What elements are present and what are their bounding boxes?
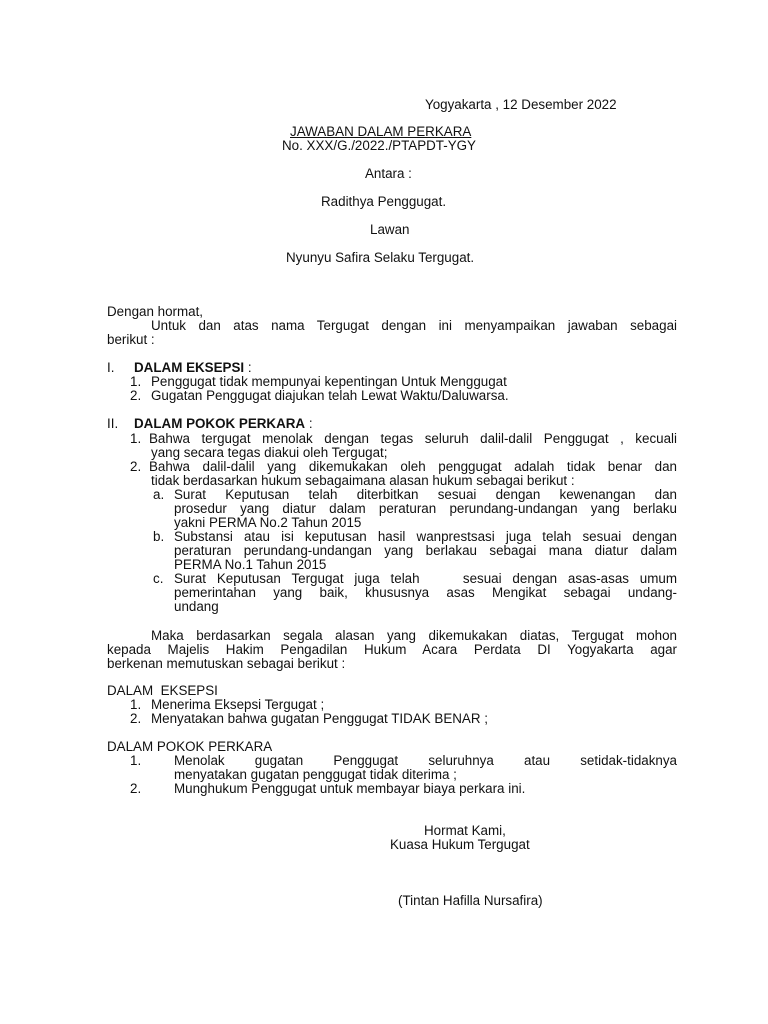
section2-item-number: 1. [130, 431, 142, 446]
subitem-b-line3: PERMA No.1 Tahun 2015 [174, 557, 327, 572]
document-title: JAWABAN DALAM PERKARA [290, 124, 472, 139]
date-line: Yogyakarta , 12 Desember 2022 [425, 97, 617, 112]
section2-item1-line1: Bahwa tergugat menolak dengan tegas seluruh dalil-dalil Penggugat , kecuali [149, 431, 677, 446]
section2-heading-text: DALAM POKOK PERKARA [134, 416, 306, 431]
section1-item-text: Penggugat tidak mempunyai kepentingan Untuk Menggugat [151, 374, 507, 389]
section1-item-text: Gugatan Penggugat diajukan telah Lewat Waktu/Daluwarsa. [151, 388, 509, 403]
section2-item1-line2: yang secara tegas diakui oleh Tergugat; [151, 445, 388, 460]
lawan-label: Lawan [370, 222, 410, 237]
petitum-pokok-item1-line1: Menolak gugatan Penggugat seluruhnya atau setidak-tidaknya [174, 753, 677, 768]
petitum-item-number: 1. [130, 697, 142, 712]
antara-label: Antara : [365, 166, 412, 181]
petitum-pokok-heading: DALAM POKOK PERKARA [107, 739, 273, 754]
section2-item2-line1: Bahwa dalil-dalil yang dikemukakan oleh penggugat adalah tidak benar dan [149, 459, 677, 474]
petitum-eksepsi-heading: DALAM EKSEPSI [107, 683, 218, 698]
signatory-name: (Tintan Hafilla Nursafira) [398, 893, 543, 908]
petitum-item-text: Menyatakan bahwa gugatan Penggugat TIDAK BENAR ; [151, 711, 488, 726]
section1-item-number: 2. [130, 388, 142, 403]
intro-paragraph-line2: berikut : [107, 332, 155, 347]
section1-heading-colon: : [244, 360, 252, 375]
defendant-name: Nyunyu Safira Selaku Tergugat. [286, 250, 475, 265]
petitum-item-number: 2. [130, 711, 142, 726]
section2-heading [134, 417, 313, 431]
subitem-letter: b. [153, 529, 165, 544]
plaintiff-name: Radithya Penggugat. [321, 194, 447, 209]
greeting: Dengan hormat, [107, 304, 204, 319]
section2-heading-colon: : [305, 416, 313, 431]
subitem-c-line2: pemerintahan yang baik, khususnya asas Mengikat sebagai undang- [174, 585, 677, 600]
subitem-letter: a. [153, 487, 165, 502]
petitum-item-number: 1. [130, 753, 142, 768]
petitum-pokok-item1-line2: menyatakan gugatan penggugat tidak diterima ; [174, 767, 457, 782]
subitem-b-line1: Substansi atau isi keputusan hasil wanprestsasi juga telah sesuai dengan [174, 529, 677, 544]
petitum-pokok-item2-text: Munghukum Penggugat untuk membayar biaya perkara ini. [174, 781, 526, 796]
section2-item-number: 2. [130, 459, 142, 474]
conclusion-line1: Maka berdasarkan segala alasan yang dikemukakan diatas, Tergugat mohon [151, 628, 677, 643]
subitem-b-line2: peraturan perundang-undangan yang berlakau sebagai mana diatur dalam [174, 543, 677, 558]
section2-numeral: II. [107, 416, 119, 431]
closing-regards: Hormat Kami, [424, 823, 506, 838]
closing-role: Kuasa Hukum Tergugat [390, 837, 530, 852]
conclusion-line3: berkenan memutuskan sebagai berikut : [107, 656, 346, 671]
section1-numeral: I. [107, 360, 115, 375]
subitem-a-line2: prosedur yang diatur dalam peraturan perundang-undangan yang berlaku [174, 501, 677, 516]
subitem-letter: c. [153, 571, 164, 586]
subitem-c-line1: Surat Keputusan Tergugat juga telah sesuai dengan asas-asas umum [174, 571, 677, 586]
intro-paragraph-line1: Untuk dan atas nama Tergugat dengan ini menyampaikan jawaban sebagai [151, 318, 677, 333]
subitem-a-line1: Surat Keputusan telah diterbitkan sesuai dengan kewenangan dan [174, 487, 677, 502]
subitem-a-line3: yakni PERMA No.2 Tahun 2015 [174, 515, 362, 530]
section1-heading-text: DALAM EKSEPSI [134, 360, 245, 375]
subitem-c-line3: undang [174, 599, 219, 614]
case-number: No. XXX/G./2022./PTAPDT-YGY [282, 138, 476, 153]
conclusion-line2: kepada Majelis Hakim Pengadilan Hukum Acara Perdata DI Yogyakarta agar [107, 642, 677, 657]
section1-item-number: 1. [130, 374, 142, 389]
section2-item2-line2: tidak berdasarkan hukum sebagaimana alasan hukum sebagai berikut : [151, 473, 575, 488]
petitum-item-number: 2. [130, 781, 142, 796]
petitum-item-text: Menerima Eksepsi Tergugat ; [151, 697, 325, 712]
